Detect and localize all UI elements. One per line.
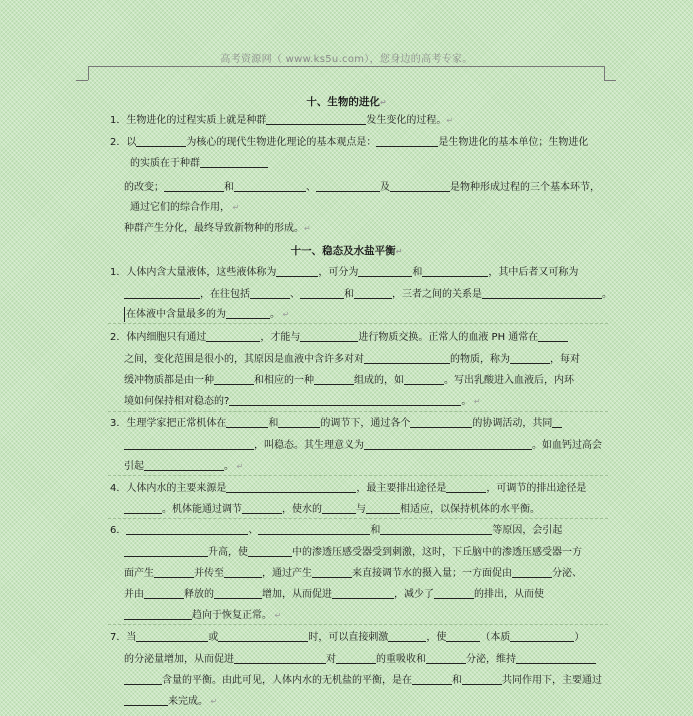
s11-q7-line2: 的分泌量增加，从而促进 对 的重吸收和 分泌，维持 (124, 652, 596, 667)
s10-q2-line4: 通过它们的综合作用， ↵ (130, 202, 240, 213)
blank[interactable] (316, 180, 380, 192)
blank[interactable] (124, 608, 192, 620)
blank[interactable] (250, 287, 290, 299)
blank[interactable] (462, 673, 502, 685)
blank[interactable] (410, 416, 472, 428)
header-corner-left-tick (76, 80, 88, 81)
s11-q2-line3: 缓冲物质都是由一种 和相应的一种 组成的，如 。写出乳酸进入血液后，内环 (124, 375, 574, 386)
s11-q7-line3: 含量的平衡。由此可见，人体内水的无机盐的平衡，是在 和 共同作用下，主要通过 (124, 673, 602, 688)
s11-q1-line2: ，在往包括 、 和 ，三者之间的关系是 。 (124, 287, 612, 302)
blank[interactable] (258, 523, 370, 535)
blank[interactable] (516, 652, 596, 664)
s11-q3-line2: ，叫稳态。其生理意义为 。如血钙过高会 (124, 438, 602, 453)
blank[interactable] (144, 459, 224, 471)
blank[interactable] (512, 566, 552, 578)
blank[interactable] (332, 587, 394, 599)
s11-q4-line2: 。机体能通过调节 ，使水的 与 相适应，以保持机体的水平衡。 (124, 502, 540, 517)
blank[interactable] (276, 265, 318, 277)
blank[interactable] (482, 287, 602, 299)
blank[interactable] (388, 630, 426, 642)
blank[interactable] (404, 373, 444, 385)
blank[interactable] (229, 394, 461, 406)
s11-q4-line1: 4．人体内水的主要来源是 ，最主要排出途径是 ，可调节的排出途径是 (110, 483, 587, 494)
s10-q2-line1: 2．以 为核心的现代生物进化理论的基本观点是： 是生物进化的基本单位；生物进化 (110, 137, 589, 148)
s11-q6-line1: 6． 、 和 等原因，会引起 (110, 525, 563, 536)
blank[interactable] (124, 545, 208, 557)
blank[interactable] (300, 330, 358, 342)
blank[interactable] (412, 673, 452, 685)
s11-q6-line2: 升高，使 中的渗透压感受器受到刺激，这时，下丘脑中的渗透压感受器一方 (124, 545, 582, 560)
header-corner-right (592, 66, 605, 80)
s11-q1-line1: 1．人体内含大量液体，这些液体称为 ，可分为 和 ，其中后者又可称为 (110, 267, 579, 278)
blank[interactable] (124, 673, 162, 685)
blank[interactable] (434, 587, 474, 599)
blank[interactable] (124, 287, 200, 299)
blank[interactable] (234, 180, 306, 192)
s11-q6-line5: 趋向于恢复正常。 ↵ (124, 608, 281, 623)
s11-q3-line1: 3．生理学家把正常机体在 和 的调节下，通过各个 的协调活动，共同 (110, 416, 562, 431)
blank[interactable] (124, 438, 254, 450)
blank[interactable] (124, 502, 162, 514)
separator (108, 518, 608, 519)
blank[interactable] (446, 630, 480, 642)
blank[interactable] (426, 652, 466, 664)
blank[interactable] (214, 373, 254, 385)
blank[interactable] (278, 416, 320, 428)
blank[interactable] (314, 373, 354, 385)
blank[interactable] (538, 330, 568, 342)
blank[interactable] (218, 630, 308, 642)
blank[interactable] (510, 352, 550, 364)
separator (108, 411, 608, 412)
blank[interactable] (266, 113, 366, 125)
separator (108, 323, 608, 324)
section-10-title: 十、生物的进化↵ (306, 96, 387, 108)
s11-q6-line4: 并由 释放的 增加，从而促进 ，减少了 的排出，从而使 (124, 589, 544, 600)
s10-q2-line3: 的改变； 和 、 及 是物种形成过程的三个基本环节， (124, 182, 600, 193)
blank[interactable] (510, 630, 574, 642)
blank[interactable] (446, 481, 486, 493)
blank[interactable] (126, 523, 248, 535)
blank[interactable] (422, 265, 488, 277)
blank[interactable] (226, 307, 270, 319)
s10-q2-line2: 的实质在于种群 (130, 156, 268, 171)
separator (108, 475, 608, 476)
s11-q2-line1: 2．体内细胞只有通过 ，才能与 进行物质交换。正常人的血液 PH 通常在 (110, 330, 568, 345)
blank[interactable] (144, 587, 184, 599)
header-corner-left (88, 66, 101, 80)
blank[interactable] (136, 630, 208, 642)
blank[interactable] (300, 287, 344, 299)
blank[interactable] (364, 438, 532, 450)
blank[interactable] (322, 502, 356, 514)
blank[interactable] (214, 587, 262, 599)
blank[interactable] (312, 566, 352, 578)
blank[interactable] (380, 523, 492, 535)
header-rule (88, 66, 604, 67)
s11-q2-line2: 之间，变化范围是很小的，其原因是血液中含许多对对 的物质，称为 ，每对 (124, 354, 580, 365)
header-corner-right-tick (604, 80, 616, 81)
s10-q1: 1．生物进化的过程实质上就是种群 发生变化的过程。↵ (110, 115, 454, 126)
blank[interactable] (242, 502, 282, 514)
header-text: 高考资源网（ www.ks5u.com），您身边的高考专家。 (220, 54, 473, 65)
blank[interactable] (206, 330, 260, 342)
s11-q6-line3: 面产生 并传至 ，通过产生 来直接调节水的摄入量；一方面促由 分泌、 (124, 568, 582, 579)
blank[interactable] (164, 180, 224, 192)
blank[interactable] (234, 652, 326, 664)
blank[interactable] (364, 352, 450, 364)
blank[interactable] (200, 156, 268, 168)
blank[interactable] (226, 481, 356, 493)
s11-q7-line4: 来完成。 ↵ (124, 694, 217, 709)
blank[interactable] (354, 287, 392, 299)
s10-q2-line5: 种群产生分化，最终导致新物种的形成。↵ (124, 223, 311, 234)
blank[interactable] (552, 416, 562, 428)
blank[interactable] (376, 135, 438, 147)
blank[interactable] (336, 652, 376, 664)
blank[interactable] (390, 180, 450, 192)
blank[interactable] (248, 545, 292, 557)
blank[interactable] (124, 694, 168, 706)
s11-q7-line1: 7．当 或 时，可以直接刺激 ，使 （本质 ） (110, 632, 585, 643)
separator (108, 624, 608, 625)
section-11-title: 十一、稳态及水盐平衡↵ (290, 245, 403, 257)
blank[interactable] (358, 265, 412, 277)
s11-q3-line3: 引起 。 ↵ (124, 461, 244, 472)
s11-q1-line3: 在体液中含量最多的为 。 ↵ (126, 309, 290, 320)
blank[interactable] (224, 566, 262, 578)
s11-q2-line4: 境如何保持相对稳态的? 。 ↵ (124, 396, 481, 407)
blank[interactable] (136, 135, 186, 147)
blank[interactable] (154, 566, 194, 578)
blank[interactable] (226, 416, 268, 428)
blank[interactable] (366, 502, 400, 514)
